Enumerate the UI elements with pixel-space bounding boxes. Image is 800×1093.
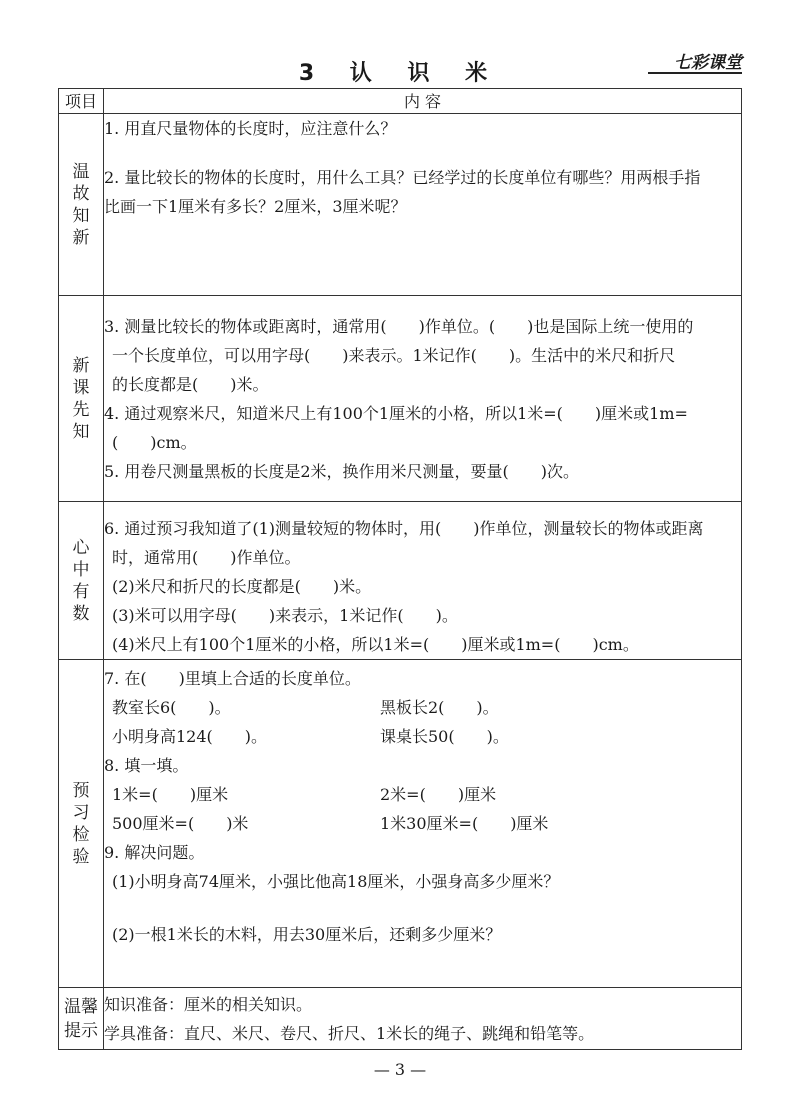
q7-item: 教室长6( )。 — [112, 698, 231, 717]
q7-item: 课桌长50( )。 — [380, 727, 509, 746]
brand-logo — [648, 48, 742, 74]
text-line: 比画一下1厘米有多长？2厘米，3厘米呢？ — [104, 197, 407, 216]
text-line: (2)米尺和折尺的长度都是( )米。 — [112, 577, 372, 596]
section-preview — [59, 296, 742, 502]
text-line: 4. 通过观察米尺，知道米尺上有100个1厘米的小格，所以1米=( )厘米或1m= — [104, 404, 688, 423]
header-content: 内 容 — [104, 89, 742, 114]
text-line: 1. 用直尺量物体的长度时，应注意什么？ — [104, 119, 397, 138]
section-label: 温故知新 — [72, 161, 90, 248]
q8-item: 2米=( )厘米 — [380, 785, 497, 804]
header-item: 项目 — [59, 89, 104, 114]
text-line: 的长度都是( )米。 — [112, 375, 269, 394]
q8-item: 1米30厘米=( )厘米 — [380, 814, 549, 833]
table-header — [59, 89, 742, 114]
section-review — [59, 114, 742, 296]
text-line: 5. 用卷尺测量黑板的长度是2米，换作用米尺测量，要量( )次。 — [104, 462, 580, 481]
question-9: 9. 解决问题。 — [104, 843, 205, 862]
page-number: — 3 — — [373, 1060, 427, 1079]
q8-row — [104, 780, 741, 809]
text-line: 3. 测量比较长的物体或距离时，通常用( )作单位。( )也是国际上统一使用的 — [104, 317, 694, 336]
q8-row — [104, 809, 741, 838]
text-line: 一个长度单位，可以用字母( )来表示。1米记作( )。生活中的米尺和折尺 — [112, 346, 676, 365]
section-label: 预习检验 — [72, 780, 90, 867]
lesson-table — [58, 88, 742, 1050]
question-9-1: (1)小明身高74厘米，小强比他高18厘米，小强身高多少厘米？ — [112, 872, 560, 891]
text-line: (3)米可以用字母( )来表示，1米记作( )。 — [112, 606, 458, 625]
q8-item: 1米=( )厘米 — [112, 785, 229, 804]
text-line: 时，通常用( )作单位。 — [112, 548, 301, 567]
section-label: 新课先知 — [72, 355, 90, 442]
q8-item: 500厘米=( )米 — [112, 814, 249, 833]
q7-row — [104, 722, 741, 751]
question-7: 7. 在( )里填上合适的长度单位。 — [104, 669, 361, 688]
question-9-2: (2)一根1米长的木料，用去30厘米后，还剩多少厘米？ — [112, 925, 502, 944]
question-8: 8. 填一填。 — [104, 756, 189, 775]
q7-item: 黑板长2( )。 — [380, 698, 499, 717]
page-title: 3 认 识 米 — [298, 61, 502, 86]
section-check — [59, 660, 742, 988]
section-summary — [59, 502, 742, 660]
text-line: 6. 通过预习我知道了(1)测量较短的物体时，用( )作单位，测量较长的物体或距离 — [104, 519, 704, 538]
text-line: (4)米尺上有100个1厘米的小格，所以1米=( )厘米或1m=( )cm。 — [112, 635, 639, 654]
q7-item: 小明身高124( )。 — [112, 727, 268, 746]
q7-row — [104, 693, 741, 722]
text-line: ( )cm。 — [112, 433, 197, 452]
section-tips — [59, 988, 742, 1050]
text-line: 2. 量比较长的物体的长度时，用什么工具？已经学过的长度单位有哪些？用两根手指 — [104, 168, 701, 187]
text-line: 学具准备：直尺、米尺、卷尺、折尺、1米长的绳子、跳绳和铅笔等。 — [104, 1024, 595, 1043]
section-label: 心中有数 — [72, 537, 90, 624]
section-label: 温馨提示 — [64, 996, 98, 1041]
brand-text: 七彩课堂 — [674, 53, 742, 73]
text-line: 知识准备：厘米的相关知识。 — [104, 995, 313, 1014]
